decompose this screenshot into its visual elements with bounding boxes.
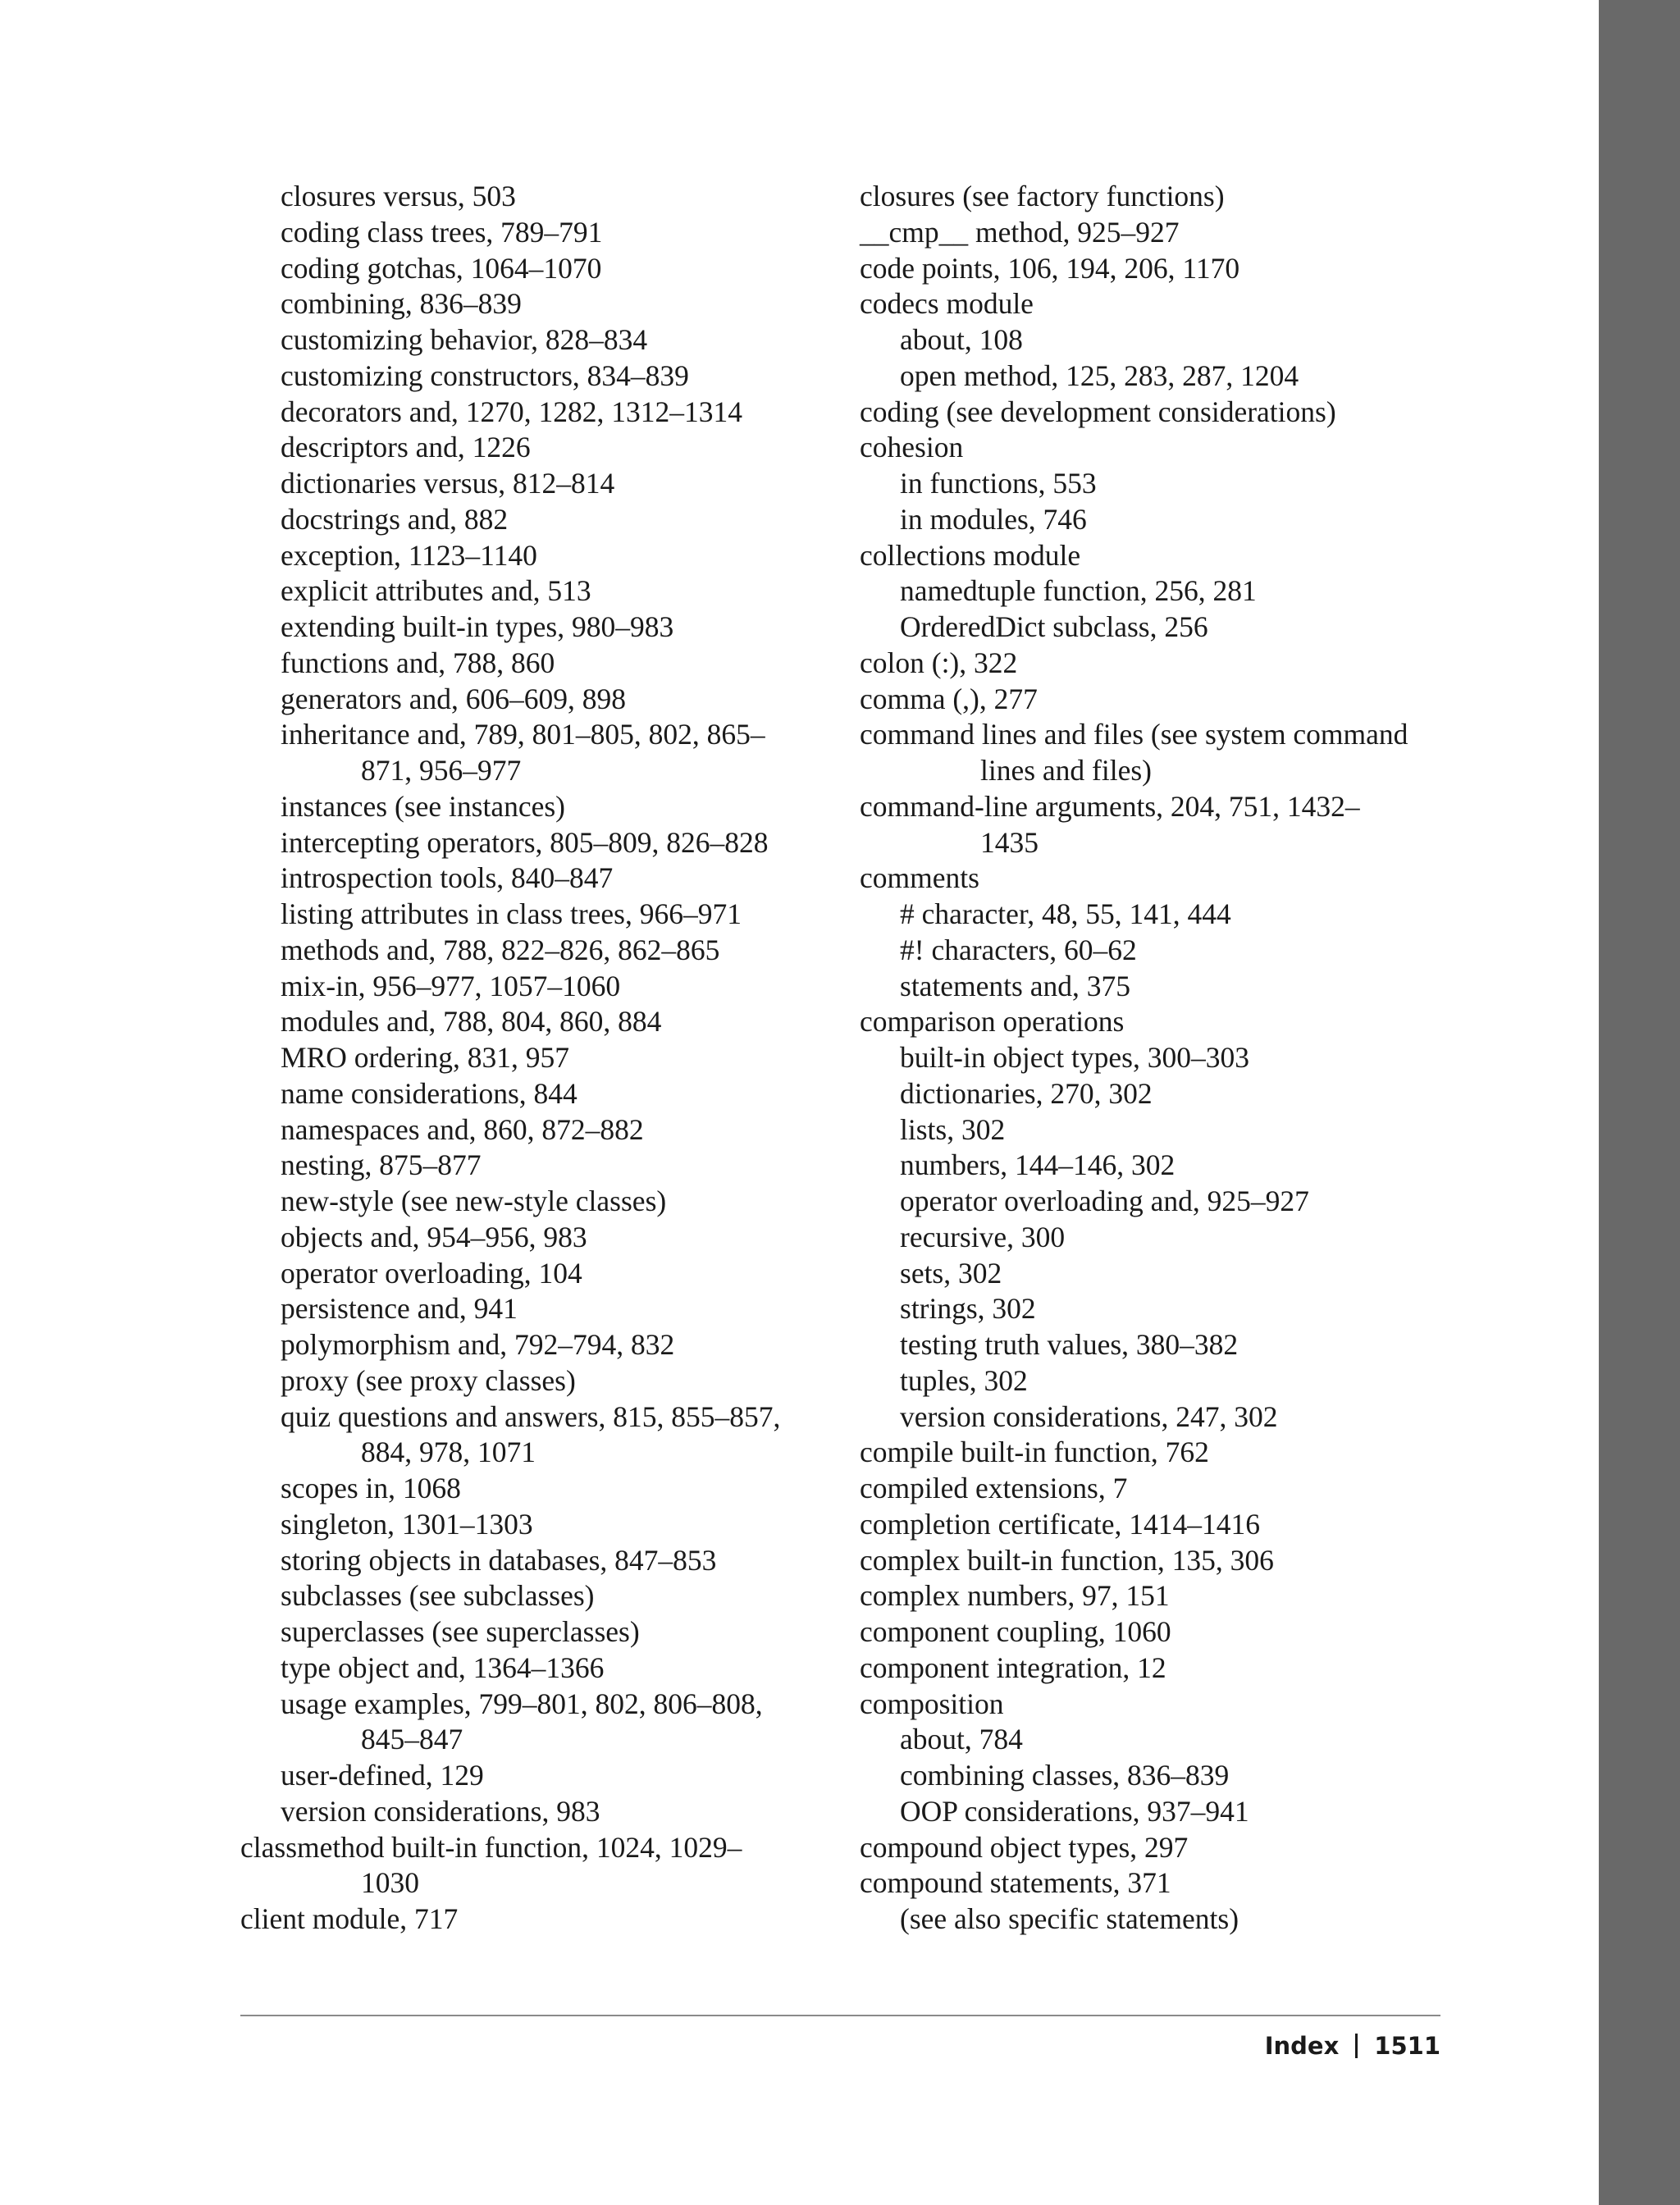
index-entry-text: version considerations, 247, 302 xyxy=(900,1399,1278,1433)
index-entry-text: objects and, 954–956, 983 xyxy=(281,1220,587,1253)
index-subentry xyxy=(860,1327,1483,1363)
index-entry-text: composition xyxy=(860,1687,1004,1720)
index-subentry xyxy=(240,897,864,933)
index-entry xyxy=(860,286,1483,322)
index-entry xyxy=(860,1614,1483,1650)
index-entry-text: tuples, 302 xyxy=(900,1363,1028,1397)
index-entry-text: collections module xyxy=(860,538,1081,572)
index-subentry xyxy=(860,1256,1483,1292)
index-column-right xyxy=(860,179,1483,1938)
index-subentry xyxy=(240,1220,864,1256)
index-subentry xyxy=(240,1291,864,1327)
index-entry-text: dictionaries versus, 812–814 xyxy=(281,467,615,500)
index-subentry xyxy=(240,466,864,502)
index-subentry xyxy=(860,1040,1483,1076)
index-entry xyxy=(860,1004,1483,1040)
index-entry xyxy=(860,395,1483,431)
index-subentry xyxy=(240,1650,864,1687)
index-entry-text: intercepting operators, 805–809, 826–828 xyxy=(281,825,769,859)
index-entry-text: superclasses (see superclasses) xyxy=(281,1615,640,1648)
index-entry-text: descriptors and, 1226 xyxy=(281,431,531,464)
index-subentry xyxy=(860,1722,1483,1758)
index-entry xyxy=(860,538,1483,574)
index-subentry xyxy=(240,1543,864,1579)
index-subentry xyxy=(240,395,864,431)
index-entry-text: namedtuple function, 256, 281 xyxy=(900,574,1257,608)
index-subentry xyxy=(860,897,1483,933)
index-subentry xyxy=(860,969,1483,1005)
index-subentry xyxy=(240,1184,864,1220)
index-subentry xyxy=(240,1687,864,1759)
index-entry-text: functions and, 788, 860 xyxy=(281,646,555,679)
index-subentry xyxy=(860,1794,1483,1830)
index-subentry xyxy=(240,1507,864,1543)
index-subentry xyxy=(240,430,864,466)
index-entry xyxy=(860,1578,1483,1614)
index-entry-continuation: 1030 xyxy=(361,1866,419,1900)
index-entry-continuation: lines and files) xyxy=(980,754,1152,787)
index-entry-text: listing attributes in class trees, 966–971 xyxy=(281,897,742,930)
index-entry-text: combining classes, 836–839 xyxy=(900,1759,1230,1792)
index-entry-text: in modules, 746 xyxy=(900,502,1087,536)
index-subentry xyxy=(240,1112,864,1148)
index-subentry xyxy=(240,1614,864,1650)
index-entry-text: recursive, 300 xyxy=(900,1220,1066,1253)
index-entry-continuation: 845–847 xyxy=(361,1723,463,1756)
index-entry-text: coding (see development considerations) xyxy=(860,395,1336,428)
index-entry-text: completion certificate, 1414–1416 xyxy=(860,1507,1260,1541)
index-entry-text: coding class trees, 789–791 xyxy=(281,215,603,249)
index-entry-text: compound object types, 297 xyxy=(860,1830,1189,1864)
index-subentry xyxy=(240,179,864,215)
index-entry-text: usage examples, 799–801, 802, 806–808, xyxy=(281,1687,763,1720)
index-entry-text: command lines and files (see system command xyxy=(860,718,1408,751)
index-entry-text: # character, 48, 55, 141, 444 xyxy=(900,897,1231,930)
index-entry-text: storing objects in databases, 847–853 xyxy=(281,1543,717,1577)
index-subentry xyxy=(860,1220,1483,1256)
index-entry-text: version considerations, 983 xyxy=(281,1794,600,1828)
index-entry-continuation: 871, 956–977 xyxy=(361,754,522,787)
index-entry xyxy=(860,646,1483,682)
index-entry-text: statements and, 375 xyxy=(900,969,1130,1002)
index-entry-text: (see also specific statements) xyxy=(900,1902,1239,1935)
index-entry xyxy=(860,789,1483,861)
index-entry-text: user-defined, 129 xyxy=(281,1759,484,1792)
index-entry-text: sets, 302 xyxy=(900,1256,1002,1290)
index-entry-text: namespaces and, 860, 872–882 xyxy=(281,1112,644,1146)
index-subentry xyxy=(240,717,864,789)
index-subentry xyxy=(860,1148,1483,1184)
index-entry xyxy=(860,251,1483,287)
index-entry-text: comments xyxy=(860,861,979,895)
index-subentry xyxy=(240,1040,864,1076)
index-entry-text: coding gotchas, 1064–1070 xyxy=(281,251,602,285)
index-entry xyxy=(860,215,1483,251)
index-entry-continuation: 1435 xyxy=(980,825,1039,859)
index-subentry xyxy=(240,969,864,1005)
index-subentry xyxy=(240,1399,864,1472)
index-entry-text: strings, 302 xyxy=(900,1292,1036,1326)
index-subentry xyxy=(860,322,1483,358)
index-entry-text: lists, 302 xyxy=(900,1112,1006,1146)
index-entry-text: OOP considerations, 937–941 xyxy=(900,1794,1249,1828)
index-entry-text: complex numbers, 97, 151 xyxy=(860,1579,1170,1613)
index-entry-text: #! characters, 60–62 xyxy=(900,933,1137,966)
index-entry-text: exception, 1123–1140 xyxy=(281,538,537,572)
index-entry xyxy=(860,1435,1483,1471)
index-entry-text: MRO ordering, 831, 957 xyxy=(281,1041,570,1074)
index-entry xyxy=(860,430,1483,466)
footer-section-label: Index xyxy=(1264,2032,1340,2060)
index-entry xyxy=(860,682,1483,718)
index-entry-text: codecs module xyxy=(860,287,1034,321)
index-entry-text: compound statements, 371 xyxy=(860,1866,1171,1900)
index-subentry xyxy=(860,466,1483,502)
index-entry-text: closures versus, 503 xyxy=(281,180,516,212)
index-column-left xyxy=(240,179,864,1938)
index-entry-text: polymorphism and, 792–794, 832 xyxy=(281,1328,675,1361)
index-subentry xyxy=(240,322,864,358)
index-entry xyxy=(860,1865,1483,1901)
index-subentry xyxy=(240,933,864,969)
index-entry xyxy=(860,1507,1483,1543)
index-entry-text: colon (:), 322 xyxy=(860,646,1018,679)
index-entry-text: explicit attributes and, 513 xyxy=(281,574,591,608)
index-entry-text: comparison operations xyxy=(860,1005,1125,1039)
index-entry-text: testing truth values, 380–382 xyxy=(900,1328,1239,1361)
index-entry-text: cohesion xyxy=(860,431,964,464)
index-entry-text: instances (see instances) xyxy=(281,789,565,823)
index-entry-text: proxy (see proxy classes) xyxy=(281,1363,576,1397)
index-entry-text: complex built-in function, 135, 306 xyxy=(860,1543,1274,1577)
index-subentry xyxy=(240,1471,864,1507)
index-subentry xyxy=(860,933,1483,969)
index-entry-text: nesting, 875–877 xyxy=(281,1148,482,1182)
index-subentry xyxy=(860,573,1483,609)
index-subentry xyxy=(240,251,864,287)
index-subentry xyxy=(240,1256,864,1292)
index-subentry xyxy=(240,358,864,395)
index-entry-text: generators and, 606–609, 898 xyxy=(281,682,626,715)
index-subentry xyxy=(240,609,864,646)
index-entry-text: classmethod built-in function, 1024, 1029– xyxy=(240,1830,742,1864)
index-entry-text: customizing behavior, 828–834 xyxy=(281,323,648,356)
index-entry-text: about, 784 xyxy=(900,1723,1023,1756)
index-subentry xyxy=(240,215,864,251)
index-subentry xyxy=(240,1794,864,1830)
index-entry xyxy=(860,1471,1483,1507)
index-entry xyxy=(860,1650,1483,1687)
index-subentry xyxy=(240,682,864,718)
index-subentry xyxy=(240,1327,864,1363)
index-subentry xyxy=(860,609,1483,646)
index-entry-text: component integration, 12 xyxy=(860,1650,1166,1684)
index-entry-text: decorators and, 1270, 1282, 1312–1314 xyxy=(281,395,742,428)
index-subentry xyxy=(860,1291,1483,1327)
index-subentry xyxy=(860,1363,1483,1399)
index-entry-text: customizing constructors, 834–839 xyxy=(281,358,689,392)
index-entry-text: subclasses (see subclasses) xyxy=(281,1579,595,1613)
index-entry-text: built-in object types, 300–303 xyxy=(900,1041,1249,1074)
footer-rule xyxy=(240,2015,1440,2016)
index-entry xyxy=(860,1830,1483,1866)
index-entry-text: in functions, 553 xyxy=(900,467,1097,500)
index-subentry xyxy=(860,1758,1483,1794)
index-entry-text: compiled extensions, 7 xyxy=(860,1472,1128,1504)
index-subentry xyxy=(240,1758,864,1794)
index-entry xyxy=(860,1543,1483,1579)
index-entry-text: client module, 717 xyxy=(240,1902,459,1935)
index-entry-text: introspection tools, 840–847 xyxy=(281,861,614,895)
index-entry-text: modules and, 788, 804, 860, 884 xyxy=(281,1005,662,1039)
index-entry xyxy=(860,861,1483,897)
index-subentry xyxy=(240,825,864,861)
index-entry-text: numbers, 144–146, 302 xyxy=(900,1148,1176,1182)
index-entry-continuation: 884, 978, 1071 xyxy=(361,1436,536,1469)
index-entry-text: compile built-in function, 762 xyxy=(860,1436,1209,1469)
index-subentry xyxy=(860,1399,1483,1436)
page-number: 1511 xyxy=(1374,2032,1440,2060)
index-entry xyxy=(860,717,1483,789)
index-subentry xyxy=(240,502,864,538)
index-subentry xyxy=(860,1184,1483,1220)
index-entry-text: quiz questions and answers, 815, 855–857, xyxy=(281,1399,781,1433)
index-entry-text: command-line arguments, 204, 751, 1432– xyxy=(860,789,1360,823)
index-subentry xyxy=(240,646,864,682)
index-entry-text: OrderedDict subclass, 256 xyxy=(900,610,1208,643)
index-entry xyxy=(860,179,1483,215)
index-entry xyxy=(240,1830,864,1902)
index-entry-text: new-style (see new-style classes) xyxy=(281,1185,667,1217)
index-subentry xyxy=(860,1076,1483,1112)
index-entry-text: about, 108 xyxy=(900,323,1023,356)
index-entry-text: operator overloading and, 925–927 xyxy=(900,1185,1309,1217)
page-edge-bar xyxy=(1599,0,1680,2205)
index-entry-text: name considerations, 844 xyxy=(281,1076,578,1110)
index-subentry xyxy=(240,789,864,825)
index-subentry xyxy=(240,1578,864,1614)
index-entry xyxy=(860,1687,1483,1723)
index-subentry xyxy=(240,538,864,574)
page-footer xyxy=(1265,2029,1440,2062)
footer-separator xyxy=(1355,2034,1358,2058)
index-subentry xyxy=(240,861,864,897)
index-entry-text: mix-in, 956–977, 1057–1060 xyxy=(281,969,621,1002)
index-entry-text: inheritance and, 789, 801–805, 802, 865– xyxy=(281,718,765,751)
index-subentry xyxy=(860,358,1483,395)
index-entry-text: dictionaries, 270, 302 xyxy=(900,1076,1153,1110)
index-entry-text: open method, 125, 283, 287, 1204 xyxy=(900,358,1299,392)
index-entry-text: operator overloading, 104 xyxy=(281,1256,582,1290)
index-entry-text: code points, 106, 194, 206, 1170 xyxy=(860,251,1240,285)
index-entry-text: comma (,), 277 xyxy=(860,682,1038,715)
index-subentry xyxy=(240,1148,864,1184)
index-entry-text: component coupling, 1060 xyxy=(860,1615,1171,1648)
index-subentry xyxy=(860,1112,1483,1148)
index-entry-text: singleton, 1301–1303 xyxy=(281,1507,533,1541)
index-entry-text: type object and, 1364–1366 xyxy=(281,1650,605,1684)
index-entry-text: combining, 836–839 xyxy=(281,287,522,321)
index-subentry xyxy=(860,1901,1483,1938)
index-subentry xyxy=(240,573,864,609)
index-subentry xyxy=(240,1004,864,1040)
index-entry-text: __cmp__ method, 925–927 xyxy=(860,215,1180,249)
index-entry-text: methods and, 788, 822–826, 862–865 xyxy=(281,933,720,966)
index-subentry xyxy=(240,286,864,322)
index-entry-text: docstrings and, 882 xyxy=(281,502,509,536)
index-entry-text: extending built-in types, 980–983 xyxy=(281,610,674,643)
index-subentry xyxy=(240,1076,864,1112)
index-subentry xyxy=(240,1363,864,1399)
index-entry xyxy=(240,1901,864,1938)
index-entry-text: closures (see factory functions) xyxy=(860,180,1225,212)
index-entry-text: persistence and, 941 xyxy=(281,1292,518,1326)
index-entry-text: scopes in, 1068 xyxy=(281,1472,461,1504)
index-subentry xyxy=(860,502,1483,538)
